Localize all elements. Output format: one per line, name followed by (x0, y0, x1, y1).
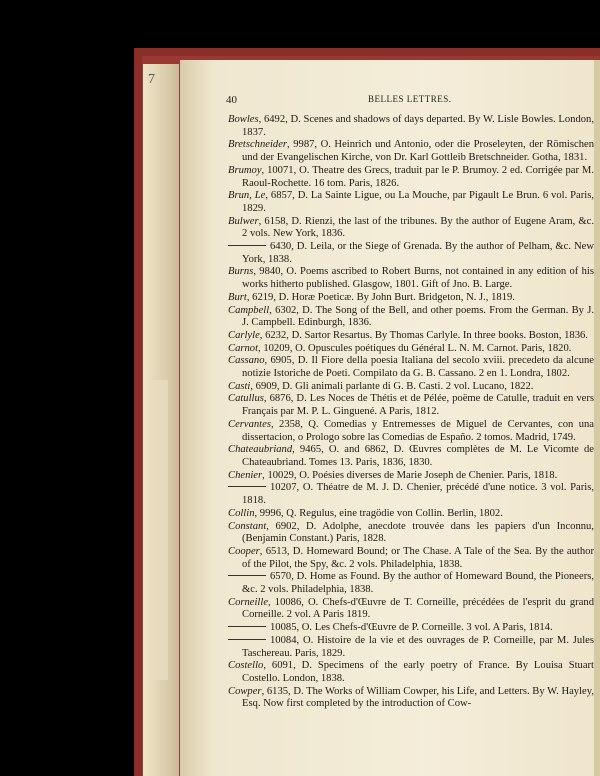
entry-text: , 10071, O. Theatre des Grecs, traduit par le P. Brumoy. 2 ed. Corrigée par M. Raoul-Rochette. 16 tom. Paris, 1826. (242, 164, 594, 189)
catalogue-entry (228, 355, 594, 380)
entry-text: , 6513, D. Homeward Bound; or The Chase. A Tale of the Sea. By the author of the Pilot, the Spy, &c. 2 vols. Philadelphia, 1838. (242, 545, 594, 570)
catalogue-entry (228, 444, 594, 469)
entry-author: Costello (228, 660, 264, 672)
entry-text: , 10029, O. Poésies diverses de Marie Joseph de Chenier. Paris, 1818. (262, 469, 558, 481)
entry-author: Brumoy (228, 164, 262, 176)
entry-author: Chenier (228, 469, 263, 481)
entry-text: 6570, D. Home as Found. By the author of Homeward Bound, the Pioneers, &c. 2 vols. Philadelphia, 1838. (242, 571, 594, 596)
entry-text: 10084, O. Histoire de la vie et des ouvrages de P. Corneille, par M. Jules Taschereau. Paris, 1829. (242, 634, 594, 659)
entry-text: , 6857, D. La Sainte Ligue, ou La Mouche, par Pigault Le Brun. 6 vol. Paris, 1829. (242, 190, 594, 214)
catalogue-entries (228, 114, 594, 711)
entry-text: 10207, O. Théatre de M. J. D. Chenier, précédé d'une notice. 3 vol. Paris, 1818. (242, 482, 594, 507)
catalogue-entry (228, 343, 594, 356)
entry-author: Burns (228, 266, 254, 278)
entry-text: , 9840, O. Poems ascribed to Robert Burns, not contained in any edition of his works hitherto published. Glasgow, 1801. Gift of Jno. B. Large. (242, 266, 594, 291)
entry-text: , 6135, D. The Works of William Cowper, his Life, and Letters. By W. Hayley, Esq. Now first completed by the introduction of Cow- (242, 685, 595, 710)
ditto-rule (228, 575, 266, 576)
entry-text: , 10086, O. Chefs-d'Œuvre de T. Corneille, précédées de l'esprit du grand Corneille. 2 vol. A Paris 1819. (242, 596, 594, 621)
entry-author: Cooper (228, 545, 260, 557)
entry-author: Carnot (228, 342, 259, 354)
catalogue-entry (228, 546, 594, 571)
entry-author: Campbell (228, 304, 270, 316)
catalogue-entry (228, 114, 594, 139)
entry-text: , 9996, Q. Regulus, eine tragödie von Collin. Berlin, 1802. (254, 507, 503, 519)
catalogue-entry (228, 686, 594, 711)
entry-text: , 6909, D. Gli animali parlante di G. B. Casti. 2 vol. Lucano, 1822. (250, 380, 534, 392)
page-header (226, 94, 600, 108)
catalogue-entry (228, 622, 594, 635)
entry-text: , 2358, Q. Comedias y Entremesses de Miguel de Cervantes, con una dissertacion, o Prologo sobre las Comedias de Españo. 2 tomos. Madrid, 1749. (242, 418, 594, 443)
catalogue-entry (228, 292, 594, 305)
catalogue-entry (228, 305, 594, 330)
ditto-rule (228, 626, 266, 627)
catalogue-entry (228, 660, 594, 685)
catalogue-entry (228, 597, 594, 622)
catalogue-entry (228, 571, 594, 596)
ditto-rule (228, 486, 266, 487)
catalogue-entry (228, 241, 594, 266)
entry-text: , 9987, O. Heinrich und Antonio, oder die Proseleyten, der Römischen und der Evangelischen Kirche, von Dr. Karl Gottleib Bretschneider. Gotha, 1831. (242, 139, 594, 164)
entry-text: , 6492, D. Scenes and shadows of days departed. By W. Lisle Bowles. London, 1837. (242, 114, 594, 138)
catalogue-entry (228, 521, 594, 546)
entry-author: Constant (228, 520, 267, 532)
page-edge (594, 60, 600, 776)
entry-author: Burt (228, 291, 247, 303)
entry-text: , 6876, D. Les Noces de Thétis et de Pélée, poëme de Catulle, traduit en vers Français par M. P. L. Ginguené. A Paris, 1812. (242, 393, 594, 418)
catalogue-entry (228, 419, 594, 444)
entry-author: Chateaubriand (228, 444, 293, 456)
ditto-rule (228, 245, 266, 246)
entry-author: Bulwer (228, 215, 259, 227)
catalogue-entry (228, 165, 594, 190)
catalogue-entry (228, 508, 594, 521)
page-number: 40 (226, 94, 237, 106)
entry-text: , 6219, D. Horæ Poeticæ. By John Burt. Bridgeton, N. J., 1819. (246, 291, 515, 303)
ditto-rule (228, 639, 266, 640)
catalogue-entry (228, 482, 594, 507)
entry-author: Bretschneider (228, 139, 288, 151)
catalogue-entry (228, 470, 594, 483)
entry-text: , 6902, D. Adolphe, anecdote trouvée dans les papiers d'un Inconnu, (Benjamin Constant.) Paris, 1828. (242, 520, 594, 545)
entry-text: 10085, O. Les Chefs-d'Œuvre de P. Corneille. 3 vol. A Paris, 1814. (270, 622, 553, 634)
catalogue-entry (228, 330, 594, 343)
entry-author: Brun, Le (228, 190, 266, 202)
catalogue-entry (228, 635, 594, 660)
entry-text: , 6232, D. Sartor Resartus. By Thomas Carlyle. In three books. Boston, 1836. (259, 329, 588, 341)
entry-text: , 6091, D. Specimens of the early poetry of France. By Louisa Stuart Costello. London, 1838. (242, 660, 594, 684)
entry-author: Cowper (228, 685, 262, 697)
entry-text: , 10209, O. Opuscules poétiques du Général L. N. M. Carnot. Paris, 1820. (258, 342, 572, 354)
catalogue-entry (228, 381, 594, 394)
entry-author: Bowles (228, 114, 259, 125)
entry-author: Catullus (228, 393, 264, 405)
entry-text: , 6302, D. The Song of the Bell, and other poems. From the German. By J. J. Campbell. Edinburgh, 1836. (242, 304, 594, 329)
entry-author: Carlyle (228, 329, 260, 341)
catalogue-entry (228, 266, 594, 291)
pencil-mark: 7 (148, 72, 155, 87)
entry-author: Collin (228, 507, 255, 519)
entry-author: Corneille (228, 596, 269, 608)
entry-text: , 6905, D. Il Fiore della poesia Italiana del secolo xviii. precedeto da alcune notizie Istoriche de Poeti. Compilato da G. B. Cassano. 2 en 1. Londra, 1802. (242, 355, 594, 380)
entry-text: , 6158, D. Rienzi, the last of the tribunes. By the author of Eugene Aram, &c. 2 vols. New York, 1836. (242, 215, 594, 240)
entry-author: Cervantes (228, 418, 271, 430)
entry-text: , 9465, O. and 6862, D. Œuvres complètes de M. Le Vicomte de Chateaubriand. Tomes 13. Paris, 1836, 1830. (242, 444, 594, 468)
running-title: BELLES LETTRES. (368, 94, 452, 104)
entry-text: 6430, D. Leila, or the Siege of Grenada. By the author of Pelham, &c. New York, 1838. (242, 241, 594, 265)
entry-author: Cassano (228, 355, 265, 367)
paper-strip (150, 380, 168, 680)
catalogue-entry (228, 139, 594, 164)
catalogue-entry (228, 216, 594, 241)
catalogue-entry (228, 190, 594, 215)
entry-author: Casti (228, 380, 251, 392)
catalogue-entry (228, 393, 594, 418)
